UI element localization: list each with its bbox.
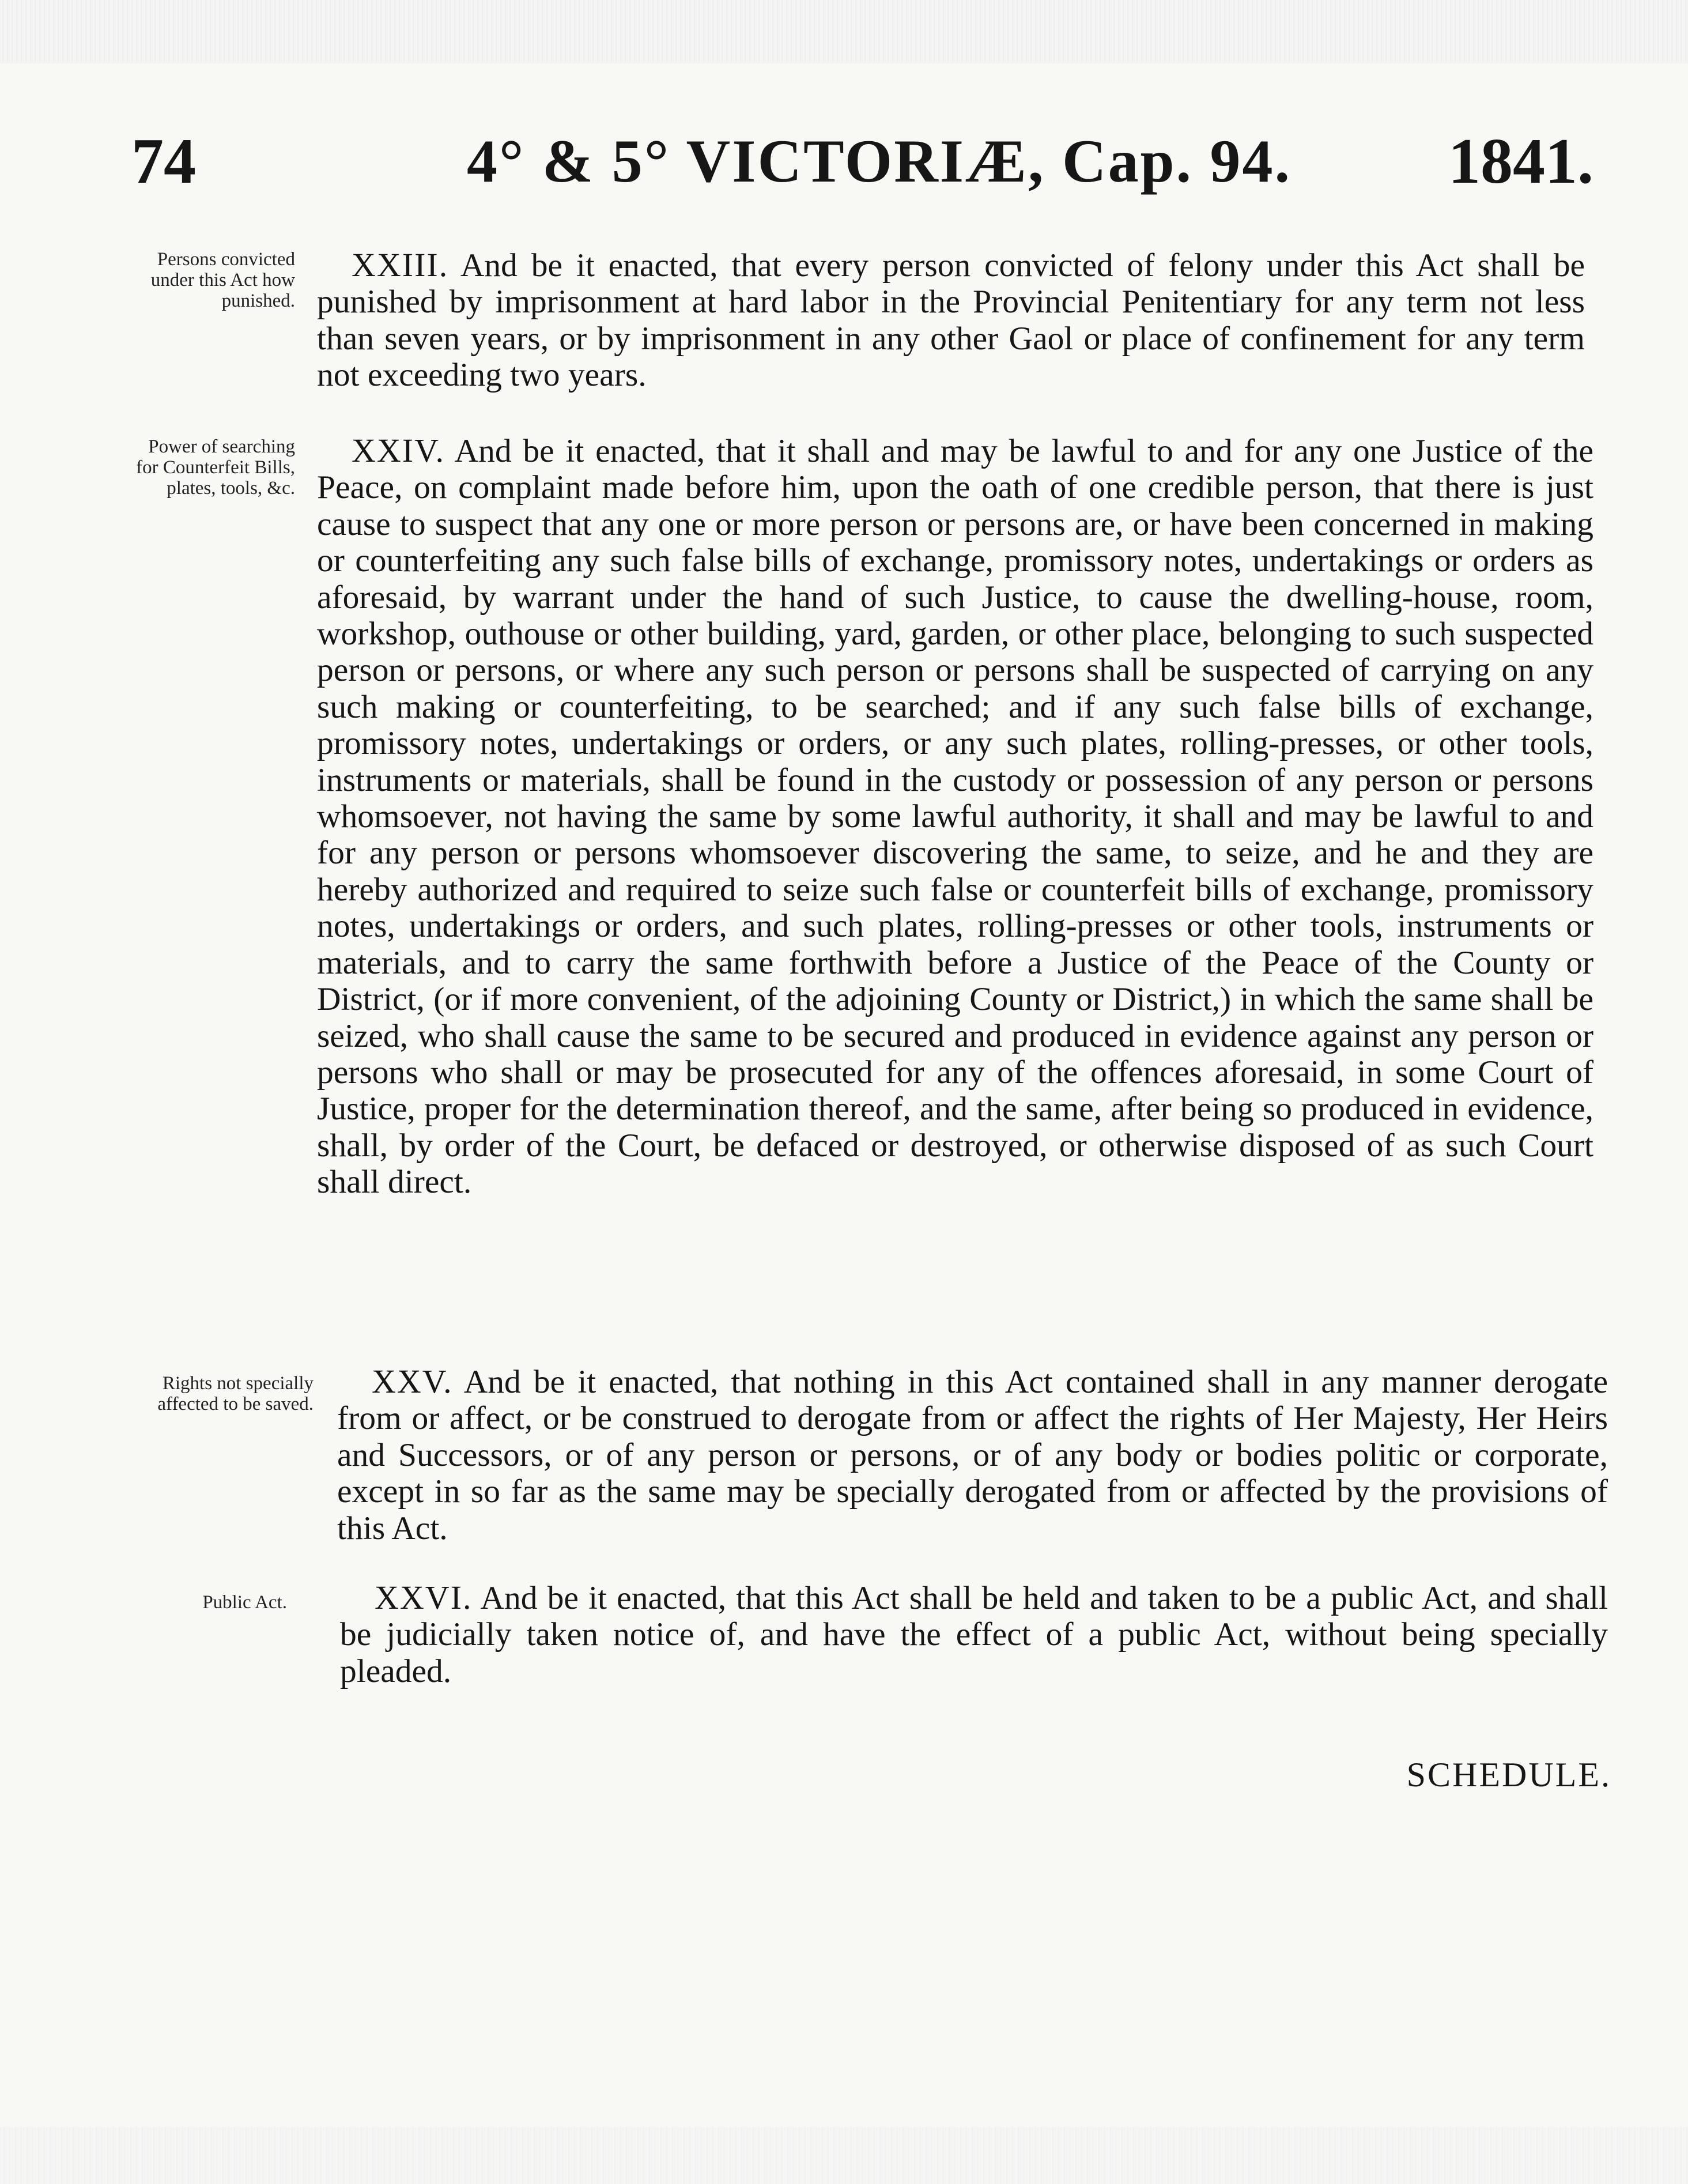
page-title: 4° & 5° VICTORIÆ, Cap. 94. — [467, 127, 1292, 195]
side-note-section-26: Public Act. — [202, 1592, 287, 1613]
section-26-text: And be it enacted, that this Act shall be held and taken to be a public Act, and shall be judicially taken notice of, and have the effect of a public Act, without being specially pleaded. — [340, 1580, 1608, 1689]
section-24-numeral: XXIV. — [352, 432, 445, 469]
scan-edge-top — [0, 0, 1688, 63]
side-note-section-25: Rights not specially affected to be saved. — [157, 1373, 314, 1414]
scan-edge-bottom — [0, 2127, 1688, 2184]
section-23 — [317, 247, 1585, 394]
section-25-text: And be it enacted, that nothing in this Act contained shall in any manner derogate from or affect, or be construed to derogate from or affect the rights of Her Majesty, Her Heirs and Successors, or of any person or persons, or of any body or bodies politic or corporate, except in so far as the same may be specially derogated from or affected by the provisions of this Act. — [337, 1364, 1608, 1546]
schedule-heading: SCHEDULE. — [1406, 1756, 1611, 1794]
section-25 — [337, 1363, 1608, 1546]
section-24-text: And be it enacted, that it shall and may be lawful to and for any one Justice of the Peace, on complaint made before him, upon the oath of one credible person, that there is just cause to suspect that any one or more person or persons are, or have been concerned in making or counterfeiting any such false bills of exchange, promissory notes, undertakings or orders as aforesaid, by warrant under the hand of such Justice, to cause the dwelling-house, room, workshop, outhouse or other building, yard, garden, or other place, belonging to such suspected person or persons, or where any such person or persons shall be suspected of carrying on any such making or counterfeiting, to be searched; and if any such false bills of exchange, promissory notes, undertakings or orders, or any such plates, rolling-presses, or other tools, instruments or materials, shall be found in the custody or possession of any person or persons whomsoever, not having the same by some lawful authority, it shall and may be lawful to and for any person or persons whomsoever discovering the same, to seize, and he and they are hereby authorized and required to seize such false or counterfeit bills of exchange, promissory notes, undertakings or orders, and such plates, rolling-presses or other tools, instruments or materials, and to carry the same forthwith before a Justice of the Peace of the County or District, (or if more convenient, of the adjoining County or District,) in which the same shall be seized, who shall cause the same to be secured and produced in evidence against any person or persons who shall or may be prosecuted for any of the offences aforesaid, in some Court of Justice, proper for the determination thereof, and the same, after being so produced in evidence, shall, by order of the Court, be defaced or destroyed, or otherwise disposed of as such Court shall direct. — [317, 433, 1593, 1201]
header-year: 1841. — [1448, 126, 1593, 197]
section-23-numeral: XXIII. — [352, 246, 449, 284]
section-25-numeral: XXV. — [372, 1363, 453, 1400]
section-24 — [317, 432, 1593, 1201]
side-note-section-23: Persons convicted under this Act how punished. — [150, 249, 295, 311]
section-26 — [340, 1579, 1608, 1689]
section-23-text: And be it enacted, that every person convicted of felony under this Act shall be punished by imprisonment at hard labor in the Provincial Penitentiary for any term not less than seven years, or by imprisonment in any other Gaol or place of confinement for any term not exceeding two years. — [317, 247, 1585, 394]
section-26-numeral: XXVI. — [375, 1579, 473, 1616]
side-note-section-24: Power of searching for Counterfeit Bills, plates, tools, &c. — [136, 436, 295, 499]
page-number: 74 — [131, 126, 196, 197]
